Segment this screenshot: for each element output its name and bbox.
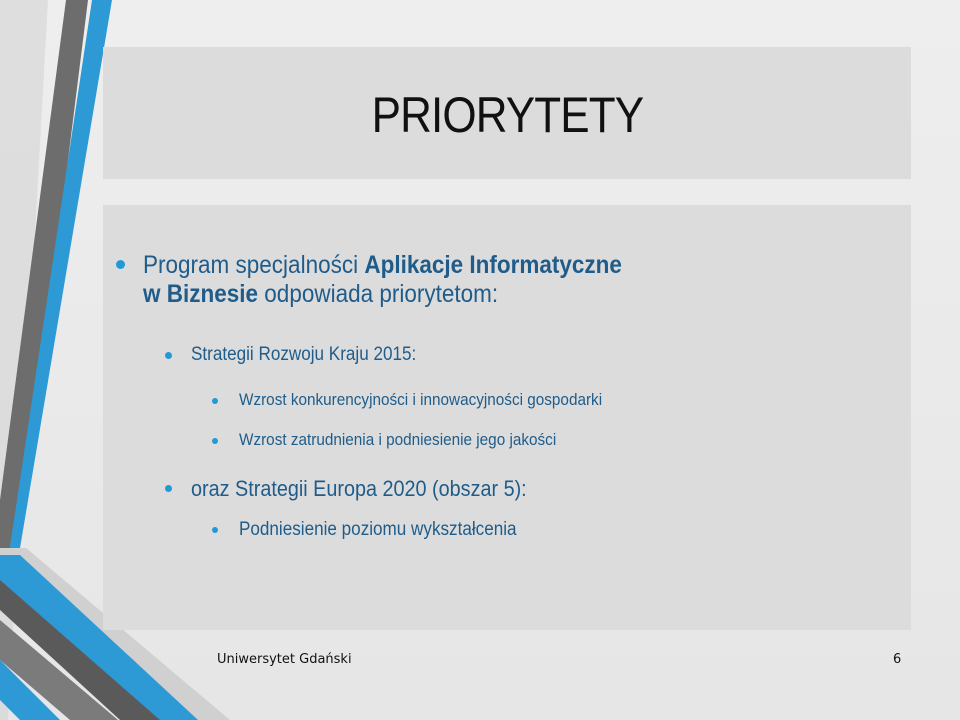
bullet-text: Wzrost zatrudnienia i podniesienie jego jakości	[239, 430, 557, 449]
bullet-europa-2020	[191, 476, 564, 502]
bullet-text: Program specjalności	[143, 251, 365, 279]
slide-number: 6	[893, 652, 902, 667]
bullet-bold-text: w Biznesie	[143, 280, 259, 308]
bullet-text: Podniesienie poziomu wykształcenia	[239, 519, 517, 540]
bullet-wyksztalcenie	[239, 519, 547, 541]
bullet-konkurencyjnosc	[239, 390, 642, 410]
bullet-text: odpowiada priorytetom:	[258, 280, 499, 308]
slide-title: PRIORYTETY	[371, 87, 644, 143]
bullet-dot	[165, 485, 172, 492]
bullet-strategia-rozwoju	[191, 344, 441, 366]
bullet-dot	[165, 352, 172, 359]
bullet-bold-text: Aplikacje Informatyczne	[364, 251, 622, 279]
bullet-dot	[116, 260, 125, 269]
bullet-text: Strategii Rozwoju Kraju 2015:	[191, 344, 417, 365]
bullet-text: Wzrost konkurencyjności i innowacyjności gospodarki	[239, 390, 603, 409]
footer-organization: Uniwersytet Gdański	[217, 652, 352, 667]
bullet-zatrudnienie	[239, 430, 591, 450]
bullet-dot	[212, 398, 218, 404]
bullet-program	[143, 251, 675, 309]
bullet-text: oraz Strategii Europa 2020 (obszar 5):	[191, 476, 527, 501]
bullet-dot	[212, 527, 218, 533]
bullet-dot	[212, 438, 218, 444]
